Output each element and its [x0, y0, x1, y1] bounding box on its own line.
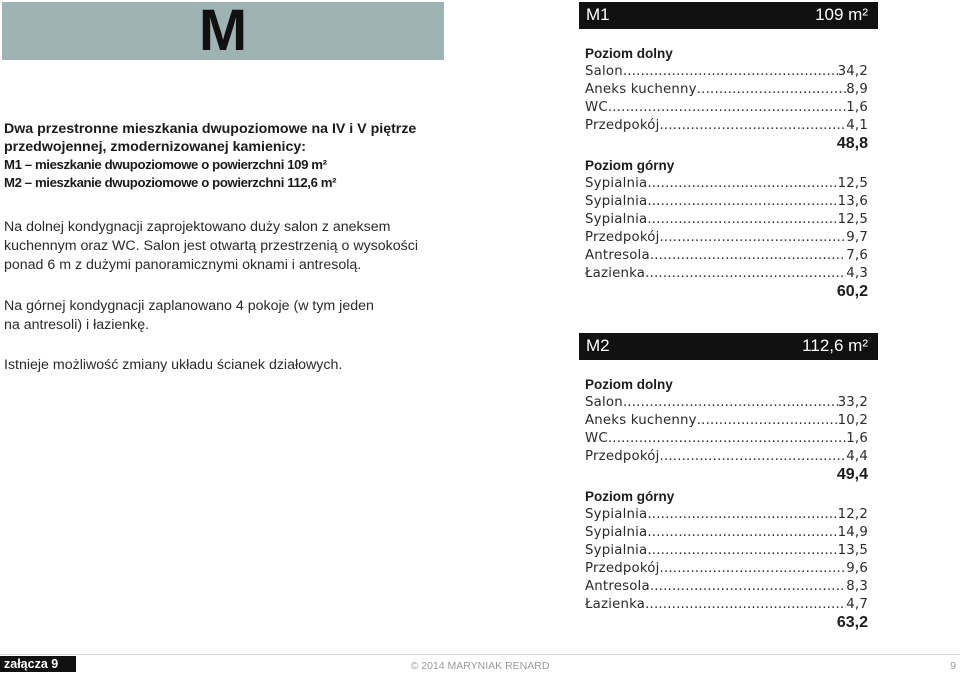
room-row [585, 542, 868, 560]
dot-leader [659, 560, 846, 578]
room-row [585, 211, 868, 229]
intro-line-m2: M2 – mieszkanie dwupoziomowe o powierzchni 112,6 m² [4, 175, 337, 190]
room-label: Salon [585, 64, 623, 79]
room-row [585, 81, 868, 99]
room-label: Przedpokój [585, 449, 660, 464]
room-row [585, 265, 868, 283]
dot-leader [697, 412, 838, 430]
room-label: Aneks kuchenny [585, 413, 697, 428]
room-row [585, 412, 868, 430]
room-area: 4,3 [846, 266, 868, 281]
dot-leader [647, 175, 837, 193]
dot-leader [647, 542, 837, 560]
level-total: 60,2 [836, 283, 868, 300]
room-area: 12,5 [837, 212, 868, 227]
room-row [585, 578, 868, 596]
room-row [585, 193, 868, 211]
room-label: Sypialnia [585, 543, 648, 558]
room-label: Antresola [585, 248, 650, 263]
room-area: 8,9 [846, 82, 868, 97]
room-area: 13,5 [837, 543, 868, 558]
room-area: 10,2 [837, 413, 868, 428]
dot-leader [650, 247, 846, 265]
room-label: Sypialnia [585, 194, 648, 209]
room-area: 12,5 [837, 176, 868, 191]
room-row [585, 596, 868, 614]
room-label: Sypialnia [585, 212, 648, 227]
intro-line-m1: M1 – mieszkanie dwupoziomowe o powierzchni 109 m² [4, 157, 327, 172]
room-row [585, 229, 868, 247]
room-label: Przedpokój [585, 561, 660, 576]
dot-leader [659, 117, 846, 135]
level-title: Poziom dolny [585, 377, 673, 392]
paragraph-line: Na dolnej kondygnacji zaprojektowano duży salon z aneksem [4, 219, 391, 235]
room-row [585, 430, 868, 448]
paragraph-line: Istnieje możliwość zmiany układu ścianek działowych. [4, 357, 343, 373]
paragraph-layout-note [4, 356, 444, 375]
room-row [585, 448, 868, 466]
level-total: 48,8 [836, 135, 868, 152]
paragraph-upper-floor [4, 297, 444, 335]
unit-name: M2 [586, 336, 610, 355]
room-area: 7,6 [846, 248, 868, 263]
room-area: 34,2 [837, 64, 868, 79]
room-label: Sypialnia [585, 176, 648, 191]
room-area: 9,6 [846, 561, 868, 576]
intro-heading [4, 120, 454, 192]
level-title: Poziom górny [585, 158, 675, 173]
level-total: 63,2 [836, 614, 868, 631]
dot-leader [608, 430, 846, 448]
level-title: Poziom dolny [585, 46, 673, 61]
room-label: Antresola [585, 579, 650, 594]
unit-name: M1 [586, 5, 610, 24]
dot-leader [645, 596, 846, 614]
room-area: 13,6 [837, 194, 868, 209]
dot-leader [659, 229, 846, 247]
room-label: Aneks kuchenny [585, 82, 697, 97]
dot-leader [647, 524, 837, 542]
room-label: WC [585, 431, 608, 446]
dot-leader [608, 99, 846, 117]
room-label: Łazienka [585, 266, 646, 281]
unit-header-bar [579, 2, 878, 29]
room-area: 8,3 [846, 579, 868, 594]
dot-leader [650, 578, 846, 596]
dot-leader [647, 506, 837, 524]
room-row [585, 394, 868, 412]
room-row [585, 247, 868, 265]
room-area: 4,1 [846, 118, 868, 133]
dot-leader [659, 448, 846, 466]
header-letter: M [198, 0, 248, 63]
room-area: 4,7 [846, 597, 868, 612]
paragraph-line: kuchennym oraz WC. Salon jest otwartą przestrzenią o wysokości [4, 238, 418, 254]
footer-page-number: 9 [950, 660, 956, 672]
room-area: 12,2 [837, 507, 868, 522]
room-label: Sypialnia [585, 525, 648, 540]
paragraph-line: Na górnej kondygnacji zaplanowano 4 pokoje (w tym jeden [4, 298, 374, 314]
room-area: 4,4 [846, 449, 868, 464]
dot-leader [623, 63, 838, 81]
dot-leader [697, 81, 847, 99]
dot-leader [623, 394, 838, 412]
room-area: 14,9 [837, 525, 868, 540]
room-row [585, 506, 868, 524]
room-row [585, 524, 868, 542]
dot-leader [645, 265, 846, 283]
unit-area: 112,6 m² [802, 336, 868, 355]
footer-divider [0, 654, 960, 655]
room-row [585, 175, 868, 193]
paragraph-lower-floor [4, 218, 444, 275]
room-label: Przedpokój [585, 118, 660, 133]
level-total: 49,4 [836, 466, 868, 483]
dot-leader [647, 193, 837, 211]
room-label: Sypialnia [585, 507, 648, 522]
room-row [585, 99, 868, 117]
room-label: Przedpokój [585, 230, 660, 245]
paragraph-line: ponad 6 m z dużymi panoramicznymi oknami i antresolą. [4, 257, 362, 273]
paragraph-line: na antresoli) i łazienkę. [4, 317, 150, 333]
header-letter-box [2, 0, 444, 63]
dot-leader [647, 211, 837, 229]
room-row [585, 63, 868, 81]
room-label: Salon [585, 395, 623, 410]
unit-area: 109 m² [815, 5, 868, 24]
room-label: WC [585, 100, 608, 115]
room-row [585, 560, 868, 578]
intro-line: przedwojennej, zmodernizowanej kamienicy: [4, 139, 306, 155]
room-label: Łazienka [585, 597, 646, 612]
level-title: Poziom górny [585, 489, 675, 504]
room-area: 1,6 [846, 431, 868, 446]
footer-copyright: © 2014 MARYNIAK RENARD [410, 660, 550, 672]
room-row [585, 117, 868, 135]
room-area: 1,6 [846, 100, 868, 115]
unit-header-bar [579, 333, 878, 360]
intro-line: Dwa przestronne mieszkania dwupoziomowe na IV i V piętrze [4, 121, 417, 137]
footer-tab: załącza 9 [0, 656, 76, 672]
room-area: 33,2 [837, 395, 868, 410]
room-area: 9,7 [846, 230, 868, 245]
